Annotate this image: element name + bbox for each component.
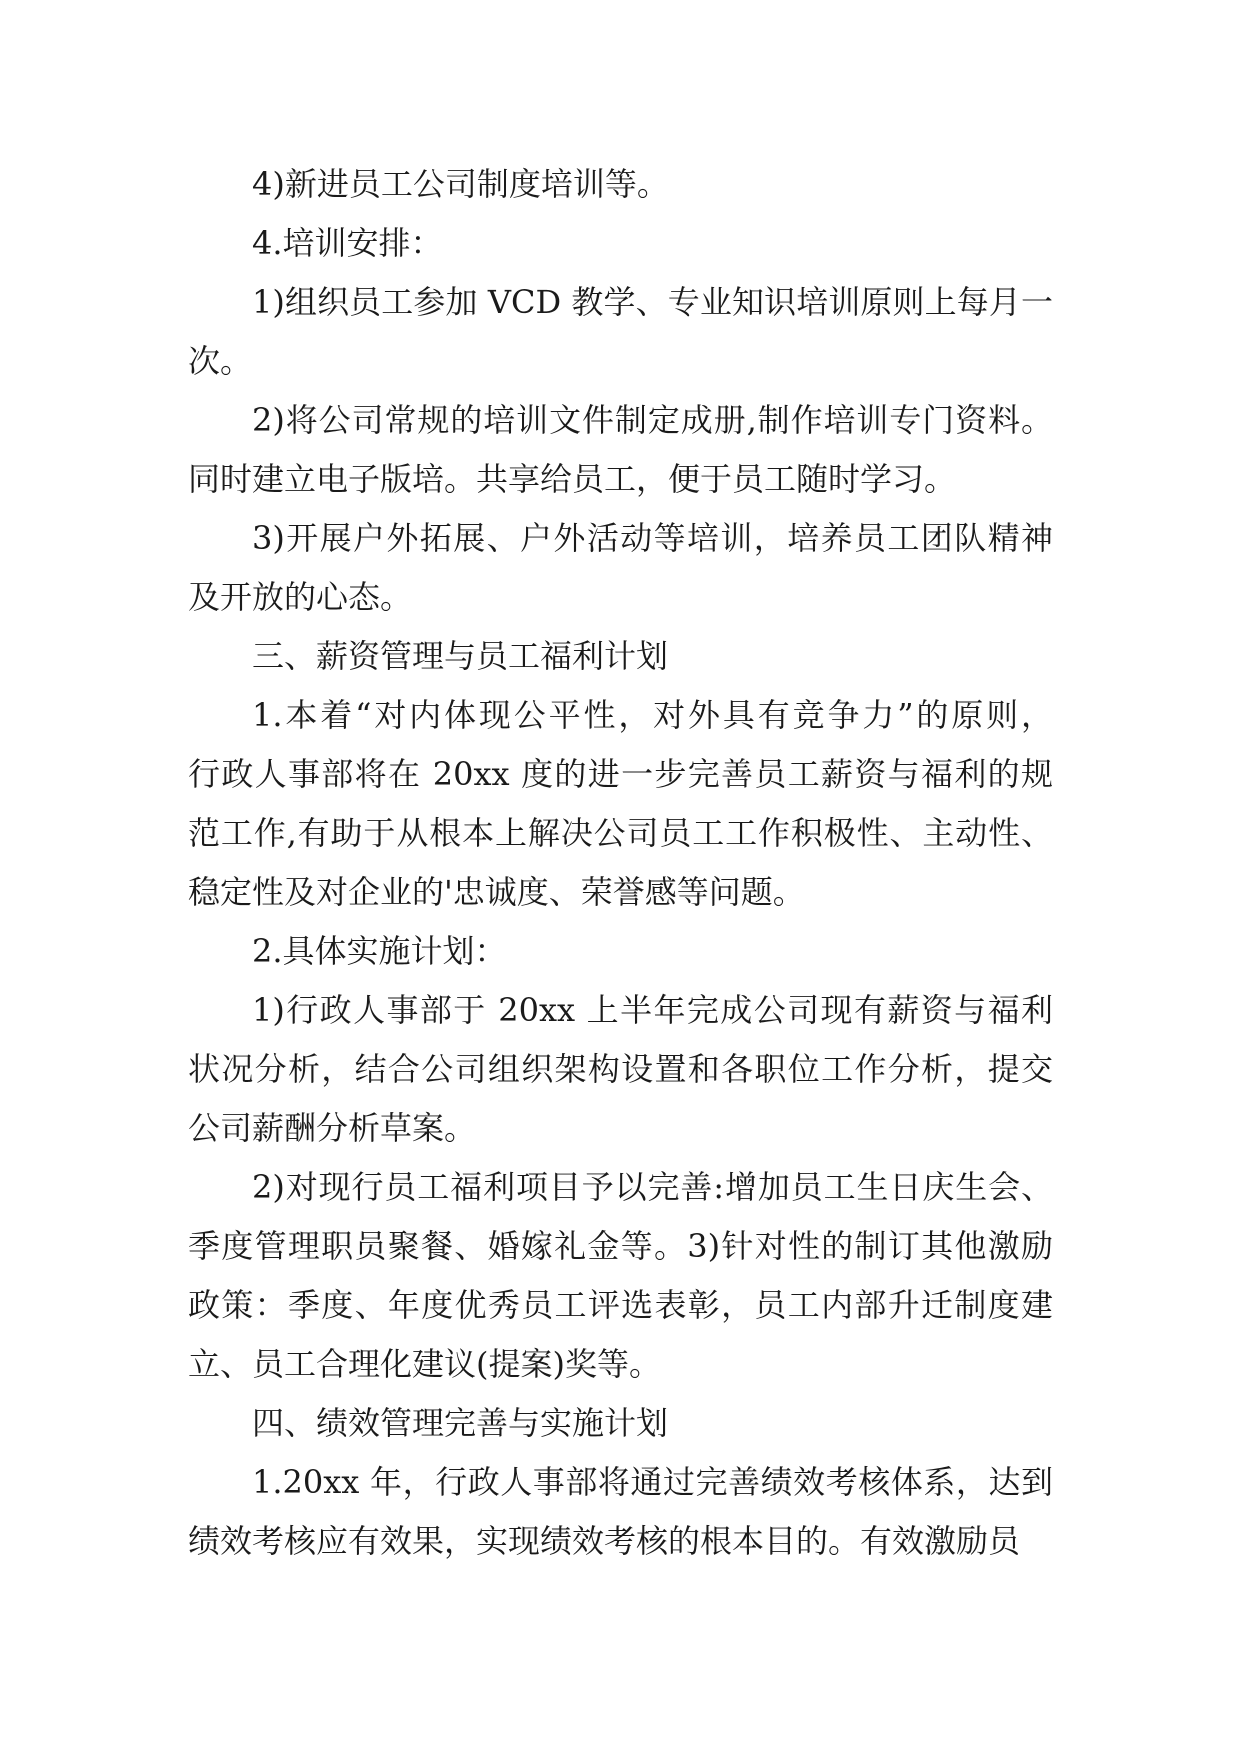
text-line: 1.本着“对内体现公平性，对外具有竞争力”的原则， [252,696,1053,734]
text-line: 1)行政人事部于 20xx 上半年完成公司现有薪资与福利 [252,991,1053,1029]
text-line: 行政人事部将在 20xx 度的进一步完善员工薪资与福利的规 [188,755,1053,793]
paragraph [188,1394,1053,1453]
paragraph [188,922,1053,981]
text-line: 状况分析，结合公司组织架构设置和各职位工作分析，提交 [188,1050,1053,1088]
text-line: 公司薪酬分析草案。 [188,1109,477,1147]
paragraph [188,981,1053,1158]
text-line: 1)组织员工参加 VCD 教学、专业知识培训原则上每月一 [252,283,1053,321]
text-line: 政策：季度、年度优秀员工评选表彰，员工内部升迁制度建 [188,1286,1053,1324]
text-line: 四、绩效管理完善与实施计划 [252,1404,669,1442]
text-line: 同时建立电子版培。共享给员工，便于员工随时学习。 [188,460,957,498]
text-line: 季度管理职员聚餐、婚嫁礼金等。3)针对性的制订其他激励 [188,1227,1053,1265]
text-line: 2)将公司常规的培训文件制定成册,制作培训专门资料。 [252,401,1053,439]
text-line: 立、员工合理化建议(提案)奖等。 [188,1345,661,1383]
text-line: 稳定性及对企业的'忠诚度、荣誉感等问题。 [188,873,805,911]
text-line: 2)对现行员工福利项目予以完善:增加员工生日庆生会、 [252,1168,1053,1206]
paragraph [188,509,1053,627]
text-line: 三、薪资管理与员工福利计划 [252,637,669,675]
text-line: 次。 [188,342,253,380]
paragraph [188,155,1053,214]
paragraph [188,273,1053,391]
paragraph [188,1158,1053,1394]
text-line: 及开放的心态。 [188,578,413,616]
paragraph [188,627,1053,686]
text-line: 绩效考核应有效果，实现绩效考核的根本目的。有效激励员 [188,1522,1021,1560]
paragraph [188,1453,1053,1571]
text-line: 4.培训安排： [252,224,443,262]
paragraph [188,686,1053,922]
text-line: 范工作,有助于从根本上解决公司员工工作积极性、主动性、 [188,814,1053,852]
text-line: 4)新进员工公司制度培训等。 [252,165,669,203]
text-line: 2.具体实施计划： [252,932,507,970]
document-body [188,155,1053,1571]
text-line: 3)开展户外拓展、户外活动等培训，培养员工团队精神 [252,519,1053,557]
text-line: 1.20xx 年，行政人事部将通过完善绩效考核体系，达到 [252,1463,1053,1501]
paragraph [188,214,1053,273]
paragraph [188,391,1053,509]
